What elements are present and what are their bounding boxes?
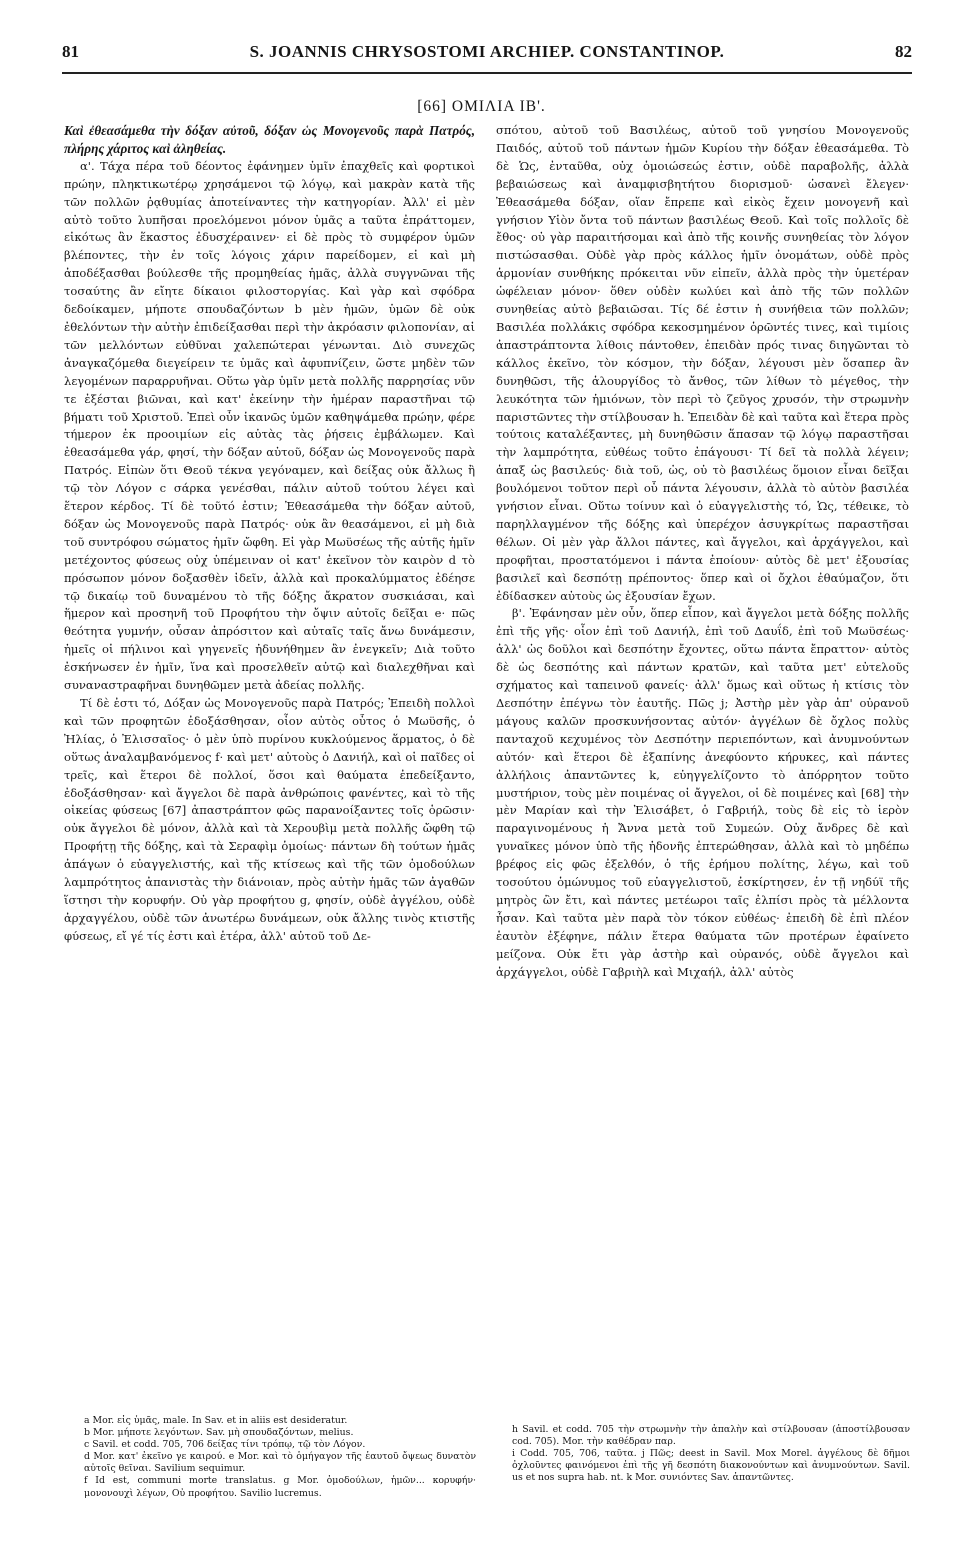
header-rule (62, 72, 912, 74)
footnotes-left (84, 1415, 476, 1500)
homily-heading: [66] ΟΜΙΛΙΑ ΙΒ'. (417, 98, 546, 115)
right-body-1: σπότου, αὐτοῦ τοῦ Βασιλέως, αὐτοῦ τοῦ γνησίου Μονογενοῦς Παιδός, αὐτοῦ τοῦ πάντων ἡμῶν Κυρίου τὴν δόξαν ἐθεασάμεθα. Τὸ δὲ Ὡς, ἐνταῦθα, οὐχ ὁμοιώσεώς ἐστιν, οὐδὲ παραβολῆς, ἀλλὰ βεβαιώσεως καὶ ἀναμφισβητήτου διορισμοῦ· ὡσανεὶ ἔλεγεν· Ἐθεασάμεθα δόξαν, οἵαν ἔπρεπε καὶ εἰκὸς ἔχειν μονογενῆ καὶ γνήσιον Υἱὸν ὄντα τοῦ πάντων βασιλέως Θεοῦ. Καὶ τοῖς πολλοῖς δὲ ἔθος· οὐ γὰρ παραιτήσομαι καὶ ἀπὸ τῆς κοινῆς συνηθείας τὸν λόγον πιστώσασθαι. Οὐδὲ γὰρ πρὸς κάλλος ἡμῖν ὀνομάτων, οὐδὲ πρὸς ἁρμονίαν συνθήκης πρόκειται νῦν εἰπεῖν, ἀλλὰ πρὸς τὴν ὑμετέραν ὠφέλειαν μόνον· ὅθεν οὐδὲν κωλύει καὶ ἀπὸ τῆς τῶν πολλῶν συνηθείας αὐτὸ βεβαιῶσαι. Τίς δέ ἐστιν ἡ συνήθεια τῶν πολλῶν; Βασιλέα πολλάκις σφόδρα κεκοσμημένον ὁρῶντές τινες, καὶ τιμίοις ἀπαστράπτοντα λίθοις πάντοθεν, ἐπειδὰν πρός τινας διηγῶνται τὸ κάλλος ἐκεῖνο, τὸν κόσμον, τὴν δόξαν, λέγουσι μὲν ὅσαπερ ἂν δυνηθῶσι, τῆς ἁλουργίδος τὸ ἄνθος, τῶν λίθων τὸ μέγεθος, τὴν λευκότητα τῶν ἡμιόνων, τὸν περὶ τὸ ζεῦγος χρυσόν, τὴν στρωμνὴν παριστῶντες τὴν στίλβουσαν h. Ἐπειδὰν δὲ καὶ ταῦτα καὶ ἕτερα πρὸς τούτοις καταλέξαντες, μὴ δυνηθῶσιν ἅπασαν τῷ λόγῳ παραστῆσαι τὴν λαμπρότητα, εὐθέως τοῦτο ἐπάγουσι· Τί δεῖ τὰ πολλὰ λέγειν; ἁπαξ ὡς βασιλεύς· διὰ τοῦ, ὡς, οὐ τὸ βασιλέως ὅμοιον εἶναι δεῖξαι βουλόμενοι τοῦτον περὶ οὗ πάντα λέγουσιν, ἀλλὰ τὸ αὐτὸν βασιλέα γνήσιον εἶναι. Οὕτω τοίνυν καὶ ὁ εὐαγγελιστὴς τό, Ὡς, τέθεικε, τὸ παρηλλαγμένον τῆς δόξης καὶ ὑπερέχον ἀσυγκρίτως παραστῆσαι θέλων. Οἱ μὲν γὰρ ἄλλοι πάντες, καὶ ἄγγελοι, καὶ ἀρχάγγελοι, καὶ προφῆται, προστατόμενοι i πάντα ἐποίουν· αὐτὸς δὲ μετ' ἐξουσίας βασιλεῖ καὶ δεσπότῃ πρέποντος· ὅπερ καὶ οἱ ὄχλοι ἐθαύμαζον, ὅτι ἐδίδασκεν αὐτοὺς ὡς ἐξουσίαν ἔχων. (496, 123, 909, 603)
footnote: f Id est, communi morte translatus. g Mor. ὁμοδούλων, ἡμῶν... κορυφήν· μονονουχὶ λέγων, Οὐ προφήτου. Savilio lucremus. (84, 1475, 476, 1499)
footnote: d Mor. κατ' ἐκεῖνο γε καιρού. e Mor. καὶ τὸ ὁμήγαγον τῆς ἑαυτοῦ ὄψεως δυνατὸν αὐτοῖς θεῖναι. Savilium sequimur. (84, 1451, 476, 1475)
left-column (64, 122, 475, 946)
footnote: b Mor. μήποτε λεγόντων. Sav. μὴ σπουδαζόντων, melius. (84, 1427, 354, 1439)
footnotes-right (512, 1424, 910, 1484)
left-body-1: α'. Τάχα πέρα τοῦ δέοντος ἐφάνημεν ὑμῖν ἐπαχθεῖς καὶ φορτικοὶ πρώην, πληκτικωτέρῳ χρησάμενοι τῷ λόγῳ, καὶ μακρὰν κατὰ τῆς τῶν πολλῶν ῥᾳθυμίας ἀποτείναντες τὴν κατηγορίαν. Ἀλλ' εἰ μὲν αὐτὸ τοῦτο λυπῆσαι προελόμενοι μόνον ὑμᾶς a ταῦτα ἐπράττομεν, εἰκότως ἂν ἕκαστος ἐδυσχέραινεν· εἰ δὲ πρὸς τὸ συμφέρον ὑμῶν βλέποντες, τὴν ἐν τοῖς λόγοις χάριν παρείδομεν, εἰ καὶ μὴ ἀποδέξασθαι βούλεσθε τῆς προμηθείας ἡμᾶς, ἀλλὰ συγγνῶναι τῆς τοσαύτης ἂν εἴητε δίκαιοι φιλοστοργίας. Καὶ γὰρ καὶ σφόδρα δεδοίκαμεν, μήποτε σπουδαζόντων b μὲν ἡμῶν, ὑμῶν δὲ οὐκ ἐθελόντων τὴν αὐτὴν ἐπιδείξασθαι περὶ τὴν ἀκρόασιν φιλοπονίαν, αἱ τῶν μελλόντων εὐθῦναι χαλεπώτεραι γένωνται. Διὸ συνεχῶς ἀναγκαζόμεθα διεγείρειν τε ὑμᾶς καὶ ἀφυπνίζειν, ὥστε μηδὲν τῶν λεγομένων παραρρυῆναι. Οὕτω γὰρ ὑμῖν μετὰ πολλῆς παρρησίας νῦν τε ἐξέσται βιῶναι, καὶ κατ' ἐκείνην τὴν ἡμέραν παραστῆναι τῷ βήματι τοῦ Χριστοῦ. Ἐπεὶ οὖν ἱκανῶς ὑμῶν καθηψάμεθα πρώην, φέρε τήμερον ἐκ προοιμίων εἰς αὐτὰς τὰς ῥήσεις ἐμβάλωμεν. Καὶ ἐθεασάμεθα γάρ, φησί, τὴν δόξαν αὐτοῦ, δόξαν ὡς Μονογενοῦς παρὰ Πατρός. Εἰπὼν ὅτι Θεοῦ τέκνα γεγόναμεν, καὶ δείξας οὐκ ἄλλως ἢ τῷ τὸν Λόγον c σάρκα γενέσθαι, πάλιν αὐτοῦ τούτου λέγει καὶ ἕτερον κέρδος. Τί δὲ τοῦτό ἐστιν; Ἐθεασάμεθα τὴν δόξαν αὐτοῦ, δόξαν ὡς Μονογενοῦς παρὰ Πατρός· οὐκ ἂν θεασάμενοι, εἰ μὴ διὰ τοῦ συντρόφου σώματος ἡμῖν ὤφθη. Εἰ γὰρ Μωϋσέως τῆς αὐτῆς ἡμῖν μετέχοντος φύσεως οὐχ ὑπέμειναν οἱ κατ' ἐκεῖνον τὸν καιρὸν d τὸ πρόσωπον μόνον δοξασθὲν ἰδεῖν, ἀλλὰ καὶ προκαλύμματος ἐδέησε τῷ δικαίῳ τοῦ δυναμένου τὸ τῆς δόξης ἄκρατον συσκιάσαι, καὶ ἥμερον καὶ προσηνῆ τοῦ Προφήτου τὴν ὄψιν αὐτοῖς δεῖξαι e· πῶς θεότητα γυμνήν, οὖσαν ἀπρόσιτον καὶ αὐταῖς ταῖς ἄνω δυνάμεσιν, ἡμεῖς οἱ πήλινοι καὶ γηγενεῖς ἠδυνήθημεν ἂν ἐνεγκεῖν; Διὰ τοῦτο ἐσκήνωσεν ἐν ἡμῖν, ἵνα καὶ προσελθεῖν αὐτῷ καὶ διαλεχθῆναι καὶ συναναστραφῆναι δυνηθῶμεν μετὰ ἀδείας πολλῆς. (64, 158, 475, 693)
footnote: h Savil. et codd. 705 τὴν στρωμνὴν τὴν ἁπαλὴν καὶ στίλβουσαν (ἀποστίλβουσαν cod. 705). Mor. τὴν καθέδραν παρ. (512, 1424, 910, 1448)
right-column (496, 122, 909, 982)
footnote: c Savil. et codd. 705, 706 δείξας τίνι τρόπῳ, τῷ τὸν Λόγον. (84, 1439, 366, 1451)
right-body-2: β'. Ἐφάνησαν μὲν οὖν, ὅπερ εἶπον, καὶ ἄγγελοι μετὰ δόξης πολλῆς ἐπὶ τῆς γῆς· οἷον ἐπὶ τοῦ Δανιήλ, ἐπὶ τοῦ Δαυΐδ, ἐπὶ τοῦ Μωϋσέως· ἀλλ' ὡς δοῦλοι καὶ δεσπότην ἔχοντες, οὕτω πάντα ἔπραττον· αὐτὸς δὲ ὡς δεσπότης καὶ πάντων κρατῶν, καὶ ταῦτα μετ' εὐτελοῦς σχήματος καὶ ταπεινοῦ φανείς· ἀλλ' ὅμως καὶ οὕτως ἡ κτίσις τὸν Δεσπότην ἐπέγνω τὸν ἑαυτῆς. Πῶς j; Ἀστὴρ μὲν γὰρ ἀπ' οὐρανοῦ μάγους καλῶν προσκυνήσοντας αὐτόν· ἀγγέλων δὲ ὄχλος πολὺς πανταχοῦ κεχυμένος τὸν Δεσπότην περιεπόντων, καὶ ἀνυμνούντων αὐτόν· καὶ ἕτεροι δὲ ἐξαπίνης ἀνεφύοντο κήρυκες, καὶ πάντες ἀλλήλοις ἀπαντῶντες k, εὐηγγελίζοντο τὸ ἀπόρρητον τοῦτο μυστήριον, τοὺς μὲν ποιμένας οἱ ἄγγελοι, οἱ δὲ ποιμένες καὶ [68] τὴν μὲν Μαρίαν καὶ τὴν Ἐλισάβετ, ὁ Γαβριήλ, τοὺς δὲ εἰς τὸ ἱερὸν παραγινομένους ἡ Ἄννα μετὰ τοῦ Συμεών. Οὐχ ἄνδρες δὲ καὶ γυναῖκες μόνον ὑπὸ τῆς ἡδονῆς ἐπτερώθησαν, ἀλλὰ καὶ τὸ μηδέπω βρέφος εἰς φῶς ἐξελθόν, ὁ τῆς ἐρήμου πολίτης, λέγω, καὶ τοῦ τοσούτου ὁμώνυμος τοῦ εὐαγγελιστοῦ, ἐσκίρτησεν, ἐν τῇ νηδύϊ τῆς μητρὸς ὢν ἔτι, καὶ πάντες μετέωροι ταῖς ἐλπίσι πρὸς τὰ μέλλοντα ἦσαν. Καὶ ταῦτα μὲν παρὰ τὸν τόκον εὐθέως· ἐπειδὴ δὲ ἐπὶ πλέον ἑαυτὸν ἐξέφηνε, πάλιν ἕτερα θαύματα τῶν προτέρων ἐφαίνετο μείζονα. Οὐκ ἔτι γὰρ ἀστὴρ καὶ οὐρανός, οὐδὲ ἄγγελοι καὶ ἀρχάγγελοι, οὐδὲ Γαβριὴλ καὶ Μιχαήλ, ἀλλ' αὐτὸς (496, 606, 909, 979)
footnote: a Mor. εἰς ὑμᾶς, male. In Sav. et in aliis est desideratur. (84, 1415, 348, 1426)
running-head (62, 42, 912, 64)
page-number-left: 81 (62, 42, 79, 61)
lemma: Καὶ ἐθεασάμεθα τὴν δόξαν αὐτοῦ, δόξαν ὡς Μονογενοῦς παρὰ Πατρός, πλήρης χάριτος καὶ ἀληθείας. (64, 123, 475, 156)
running-title: S. JOANNIS CHRYSOSTOMI ARCHIEP. CONSTANTINOP. (249, 42, 725, 61)
left-body-2: Τί δὲ ἐστι τό, Δόξαν ὡς Μονογενοῦς παρὰ Πατρός; Ἐπειδὴ πολλοὶ καὶ τῶν προφητῶν ἐδοξάσθησαν, οἷον αὐτὸς οὗτος ὁ Μωϋσῆς, ὁ Ἠλίας, ὁ Ἐλισσαῖος· ὁ μὲν ὑπὸ πυρίνου κυκλούμενος ἅρματος, ὁ δὲ οὕτως ἀναλαμβανόμενος f· καὶ μετ' αὐτοὺς ὁ Δανιήλ, καὶ οἱ παῖδες οἱ τρεῖς, καὶ ἕτεροι δὲ πολλοί, ὅσοι καὶ θαύματα ἐπεδείξαντο, ἐδοξάσθησαν· καὶ ἄγγελοι δὲ παρὰ ἀνθρώποις φανέντες, καὶ τὸ τῆς οἰκείας φύσεως [67] ἀπαστράπτον φῶς παρανοίξαντες τοῖς ὁρῶσιν· οὐκ ἄγγελοι δὲ μόνον, ἀλλὰ καὶ τὰ Χερουβὶμ μετὰ πολλῆς ὤφθη τῷ Προφήτῃ τῆς δόξης, καὶ τὰ Σεραφὶμ ὁμοίως· πάντων δὴ τούτων ἡμᾶς ἀπάγων ὁ εὐαγγελιστής, καὶ τῆς κτίσεως καὶ τῆς τῶν ὁμοδούλων λαμπρότητος ἀπανιστὰς τὴν διάνοιαν, πρὸς αὐτὴν ἡμᾶς τῶν ἀγαθῶν ἵστησι τὴν κορυφήν. Οὐ γὰρ προφήτου g, φησίν, οὐδὲ ἀγγέλου, οὐδὲ ἀρχαγγέλου, οὐδὲ τῶν ἀνωτέρω δυνάμεων, οὐκ ἄλλης τινὸς κτιστῆς φύσεως, εἴ γέ τίς ἐστι καὶ ἑτέρα, ἀλλ' αὐτοῦ τοῦ Δε- (64, 696, 475, 943)
footnote: i Codd. 705, 706, ταῦτα. j Πῶς; deest in Savil. Mox Morel. ἀγγέλους δὲ δῆμοι ὀχλοῦντες φαινόμενοι ἐπὶ τῆς γῆ δεσπότη διακονούντων καὶ ἀνυμνούντων. Savil. us et nos supra hab. nt. k Mor. συνιόντες Sav. ἀπαντῶντες. (512, 1448, 910, 1484)
page-number-right: 82 (895, 42, 912, 61)
